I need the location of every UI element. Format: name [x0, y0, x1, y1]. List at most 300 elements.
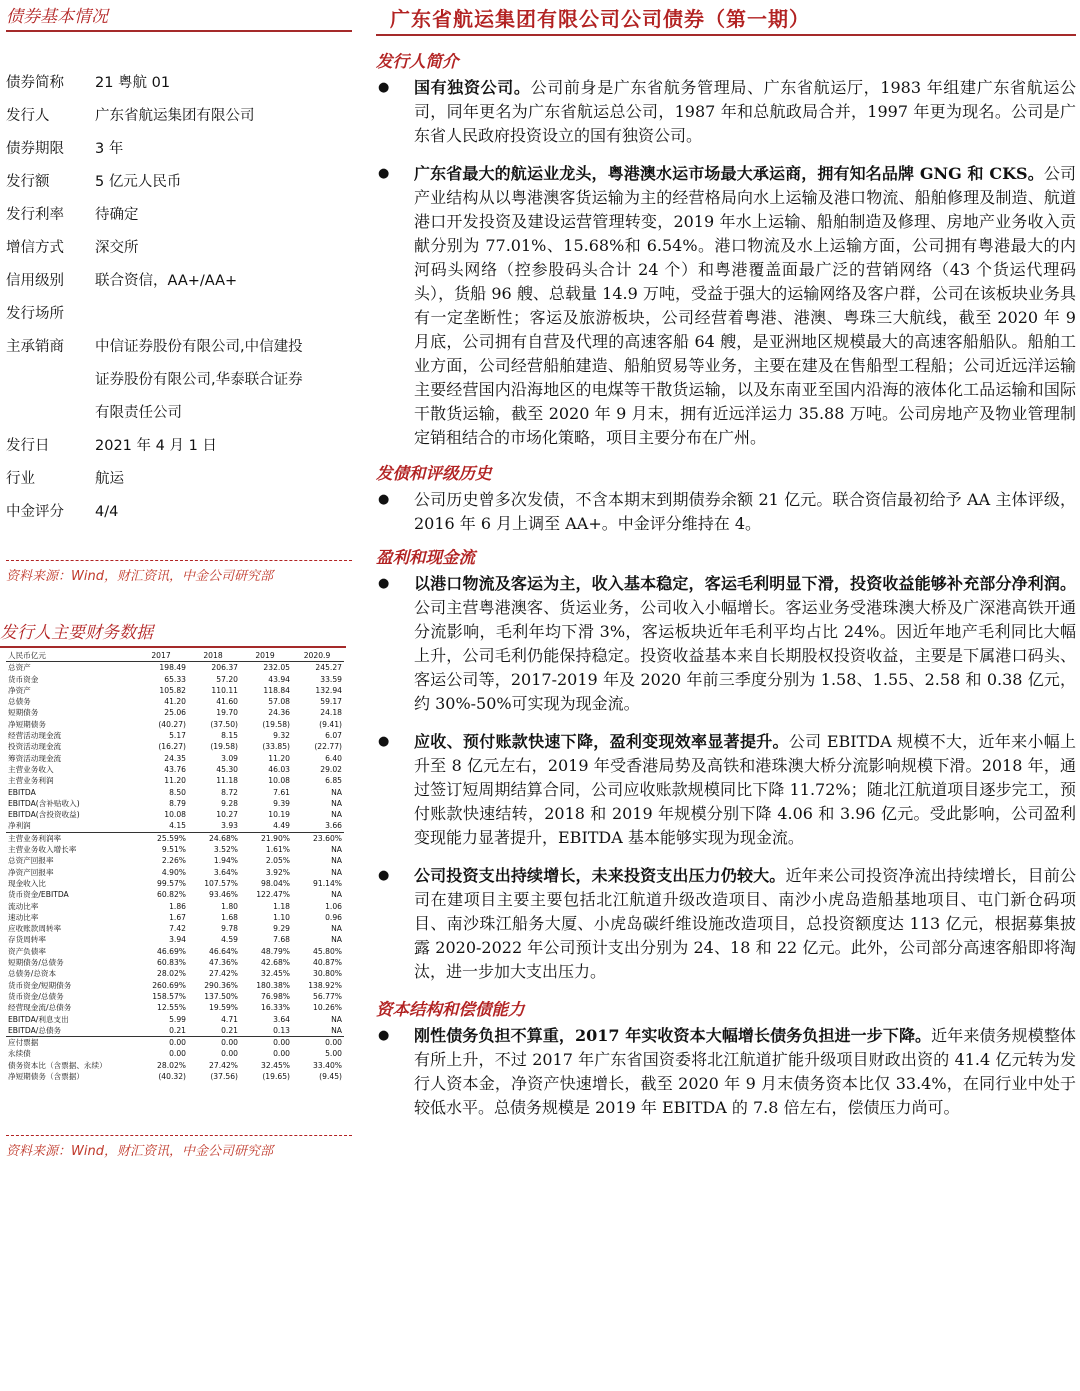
info-row: [6, 331, 352, 430]
bullet-icon: ●: [378, 734, 390, 749]
financial-cell: 46.64%: [209, 946, 238, 956]
financial-row-label: 净利润: [8, 821, 31, 831]
financial-cell: 19.59%: [209, 1003, 238, 1013]
financial-row-label: 货币资金/短期债务: [8, 980, 72, 990]
section-heading: 发债和评级历史: [376, 464, 492, 483]
financial-cell: 1.61%: [265, 845, 290, 855]
financial-cell: 56.77%: [313, 991, 342, 1001]
financial-row-label: 主营业务收入: [8, 764, 54, 774]
info-row: [6, 199, 352, 232]
financial-cell: NA: [331, 856, 342, 866]
financial-cell: (33.85): [262, 742, 290, 752]
financial-row-label: 货币资金/EBITDA: [8, 890, 69, 900]
financial-row: [6, 946, 344, 957]
bullet-paragraph: [376, 76, 1076, 148]
financial-cell: 0.13: [273, 1025, 290, 1035]
financial-cell: 25.59%: [136, 832, 188, 844]
financial-cell: 0.00: [240, 1037, 292, 1049]
financial-row-label: 总债务/总资本: [8, 969, 57, 979]
financial-cell: 0.00: [188, 1037, 240, 1049]
financial-cell: 4.15: [169, 821, 186, 831]
info-row: [6, 496, 352, 529]
info-value: 21 粤航 01: [95, 75, 171, 91]
financial-cell: 27.42%: [209, 1060, 238, 1070]
bullet-lead: 广东省最大的航运业龙头，粤港澳水运市场最大承运商，拥有知名品牌 GNG 和 CKS。: [414, 164, 1044, 183]
bullet-lead: 刚性债务负担不算重，2017 年实收资本大幅增长债务负担进一步下降。: [414, 1026, 932, 1045]
financial-row-label: 短期债务: [8, 708, 39, 718]
financial-cell: 4.59: [221, 935, 238, 945]
financial-cell: 24.68%: [188, 832, 240, 844]
financial-cell: 33.59: [320, 674, 342, 684]
financial-cell: 0.00: [292, 1037, 344, 1049]
financial-cell: 8.72: [221, 787, 238, 797]
financial-row: [6, 674, 344, 685]
info-row: [6, 298, 352, 331]
financial-cell: 5.17: [169, 731, 186, 741]
financial-cell: NA: [331, 787, 342, 797]
bullet-lead: 以港口物流及客运为主，收入基本稳定，客运毛利明显下滑，投资收益能够补充部分净利润。: [414, 574, 1076, 593]
financial-cell: 138.92%: [308, 980, 342, 990]
financial-row-label: 总资产回报率: [8, 856, 54, 866]
document-title: 广东省航运集团有限公司公司债券（第一期）: [376, 0, 1076, 36]
financial-cell: 132.94: [315, 685, 342, 695]
financial-cell: 0.21: [169, 1025, 186, 1035]
financial-cell: 10.08: [164, 810, 186, 820]
financial-row: [6, 844, 344, 855]
info-value: 中信证券股份有限公司,中信建投 证券股份有限公司,华泰联合证券 有限责任公司: [95, 339, 303, 421]
financial-cell: 98.04%: [261, 878, 290, 888]
financial-cell: 1.94%: [213, 856, 238, 866]
financial-cell: (37.50): [210, 719, 238, 729]
info-row: [6, 166, 352, 199]
bullet-text: 公司产业结构从以粤港澳客货运输为主的经营格局向水上运输及港口物流、船舶修理及制造、航道港口开发投资及建设运营管理转变，2019 年水上运输、船舶制造及修理、房地产业务收入贡献分别为 77.01%、15.68%和 6.54%。港口物流及水上运输方面，公司拥有粤港最大的内河码头网络（控参股码头合计 24 个）和粤港覆盖面最广泛的营销网络（43 个货运代理码头），货船 96 艘、总载量 14.9 万吨，受益于强大的运输网络及客户群，公司在该板块业务具有一定垄断性；客运及旅游板块，公司经营着粤港、港澳、粤珠三大航线，截至 2020 年 9 月底，公司拥有自营及代理的高速客船 64 艘，是亚洲地区规模最大的高速客船船队。船舶工业方面，公司经营船舶建造、船舶贸易等业务，主要在建及在售船型工程船；公司近远洋运输主要经营国内沿海地区的电煤等干散货运输，以及东南亚至国内沿海的液体化工品运输和国际干散货运输，截至 2020 年 9 月末，拥有近远洋运力 35.88 万吨。公司房地产及物业管理制定销租结合的市场化策略，项目主要分布在广州。: [414, 164, 1076, 447]
financial-row: [6, 878, 344, 889]
financial-cell: (19.58): [262, 719, 290, 729]
financial-cell: (37.56): [210, 1071, 238, 1081]
financial-header-cell: 2019: [240, 650, 292, 662]
financial-cell: 105.82: [159, 685, 186, 695]
info-value: 2021 年 4 月 1 日: [95, 438, 217, 454]
bullet-text: 近年来债务规模整体有所上升，不过 2017 年广东省国资委将北江航道扩能升级项目财政出资的 41.4 亿元转为发行人资本金，净资产快速增长，截至 2020 年 9 月末债务资本比仅 33.4%，在同行业中处于较低水平。总债务规模是 2019 年 EBITDA 的 7.8 倍左右，偿债压力尚可。: [414, 1026, 1076, 1117]
financial-cell: 24.36: [268, 708, 290, 718]
financial-row: [6, 1048, 344, 1059]
financial-cell: 5.99: [169, 1014, 186, 1024]
financial-row-label: 应收账款周转率: [8, 924, 62, 934]
info-row: [6, 100, 352, 133]
bullet-icon: ●: [378, 492, 390, 507]
bullet-text: 公司前身是广东省航务管理局、广东省航运厅，1983 年组建广东省航运公司，同年更名为广东省航运总公司，1987 年和总航政局合并，1997 年更为现名。公司是广东省人民政府投资设立的国有独资公司。: [414, 78, 1076, 145]
financial-header-cell: 2020.9: [292, 650, 344, 662]
financial-cell: 10.27: [216, 810, 238, 820]
financial-cell: 9.78: [221, 924, 238, 934]
financial-row-label: 速动比率: [8, 912, 39, 922]
bullet-paragraph: [376, 864, 1076, 984]
financial-cell: (9.41): [319, 719, 342, 729]
financial-cell: 1.68: [221, 912, 238, 922]
basic-info-table: [6, 67, 352, 529]
financial-row: [6, 980, 344, 991]
financial-row: [6, 753, 344, 764]
bullet-icon: ●: [378, 868, 390, 883]
financial-cell: (22.77): [314, 742, 342, 752]
financial-row: [6, 696, 344, 707]
financial-cell: 33.40%: [313, 1060, 342, 1070]
financial-cell: 180.38%: [256, 980, 290, 990]
info-row: [6, 232, 352, 265]
financial-cell: 122.47%: [256, 890, 290, 900]
financial-row: [6, 809, 344, 820]
financial-row-label: 永续债: [8, 1049, 31, 1059]
financial-cell: 1.06: [325, 901, 342, 911]
financial-row-label: 主营业务利润: [8, 776, 54, 786]
financial-cell: 46.69%: [157, 946, 186, 956]
info-value: 3 年: [95, 141, 124, 157]
financial-row: [6, 730, 344, 741]
financial-cell: 6.40: [325, 753, 342, 763]
financial-cell: 6.07: [325, 731, 342, 741]
financial-cell: 57.20: [216, 674, 238, 684]
info-key: 行业: [6, 471, 35, 487]
financial-cell: 3.52%: [213, 845, 238, 855]
financial-cell: 23.60%: [292, 832, 344, 844]
financial-cell: NA: [331, 1025, 342, 1035]
financial-row: [6, 787, 344, 798]
financial-cell: 12.55%: [157, 1003, 186, 1013]
left-column: [6, 0, 352, 529]
financial-cell: 76.98%: [261, 991, 290, 1001]
financial-cell: 11.20: [268, 753, 290, 763]
financial-row: [6, 662, 344, 674]
source-note-2: 资料来源：Wind，财汇资讯，中金公司研究部: [6, 1144, 273, 1159]
bullet-lead: 公司投资支出持续增长，未来投资支出压力仍较大。: [414, 866, 786, 885]
financial-cell: 3.09: [221, 753, 238, 763]
financial-row-label: 债务资本比（含票据、永续）: [8, 1060, 107, 1070]
financial-cell: 43.94: [268, 674, 290, 684]
bullet-icon: ●: [378, 576, 390, 591]
basic-info-heading: 债券基本情况: [6, 0, 352, 32]
info-value: 4/4: [95, 504, 119, 520]
financial-row-label: 经营活动现金流: [8, 731, 62, 741]
info-value: 待确定: [95, 207, 139, 223]
info-key: 发行利率: [6, 207, 64, 223]
info-row: [6, 463, 352, 496]
financial-row: [6, 1037, 344, 1049]
financial-row: [6, 719, 344, 730]
financial-cell: 9.39: [273, 798, 290, 808]
financial-header-cell: 2018: [188, 650, 240, 662]
bullet-paragraph: [376, 162, 1076, 450]
info-value: 联合资信，AA+/AA+: [95, 273, 238, 289]
financial-cell: 137.50%: [204, 991, 238, 1001]
section: [376, 460, 1076, 536]
financial-row-label: 总资产: [8, 663, 31, 673]
financial-cell: 46.03: [268, 764, 290, 774]
info-key: 债券期限: [6, 141, 64, 157]
financial-cell: 232.05: [263, 663, 290, 673]
financial-header-cell: 2017: [136, 650, 188, 662]
financial-row-label: 筹资活动现金流: [8, 753, 62, 763]
financial-cell: 19.70: [216, 708, 238, 718]
financial-cell: NA: [331, 924, 342, 934]
financial-cell: 29.02: [320, 764, 342, 774]
financial-row: [6, 1071, 344, 1082]
source-divider-2: [6, 1135, 352, 1136]
financial-row: [6, 685, 344, 696]
financial-row: [6, 912, 344, 923]
financial-cell: 42.68%: [261, 958, 290, 968]
info-key: 中金评分: [6, 504, 64, 520]
info-row: [6, 265, 352, 298]
financial-cell: 158.57%: [152, 991, 186, 1001]
financial-cell: 24.18: [320, 708, 342, 718]
financial-row-label: 存货周转率: [8, 935, 46, 945]
financial-cell: (19.58): [210, 742, 238, 752]
financial-cell: (9.45): [319, 1071, 342, 1081]
info-row: [6, 67, 352, 100]
financial-row-label: 货币资金: [8, 674, 39, 684]
financial-header-row: [6, 650, 344, 662]
financial-row-label: 主营业务利润率: [6, 832, 136, 844]
financial-row: [6, 798, 344, 809]
financial-row: [6, 855, 344, 866]
info-key: 主承销商: [6, 339, 64, 355]
financial-row-label: 现金收入比: [8, 878, 46, 888]
financial-cell: 9.28: [221, 798, 238, 808]
financial-cell: 0.00: [273, 1049, 290, 1059]
financial-row-label: 净资产回报率: [8, 867, 54, 877]
financial-cell: 245.27: [315, 663, 342, 673]
financial-cell: 3.64: [273, 1014, 290, 1024]
financial-row: [6, 707, 344, 718]
financial-cell: 45.30: [216, 764, 238, 774]
financial-cell: NA: [331, 798, 342, 808]
financial-row-label: EBITDA/总债务: [8, 1025, 62, 1035]
financial-cell: 3.92%: [265, 867, 290, 877]
info-value: 广东省航运集团有限公司: [95, 108, 255, 124]
bullet-text: 近年来公司投资净流出持续增长，目前公司在建项目主要主要包括北江航道升级改造项目、南沙小虎岛造船基地项目、屯门新仓码项目、南沙珠江船务大厦、小虎岛碳纤维设施改造项目，总投资额度达 113 亿元，根据募集披露 2020-2022 年公司预计支出分别为 24、18 和 22 亿元。此外，公司部分高速客船即将淘汰，进一步加大支出压力。: [414, 866, 1076, 981]
financial-cell: (40.32): [158, 1071, 186, 1081]
bullet-text: 公司主营粤港澳客、货运业务，公司收入小幅增长。客运业务受港珠澳大桥及广深港高铁开通分流影响，毛利年均下滑 3%，客运板块近年毛利平均占比 24%。因近年地产毛利同比大幅上升，公司毛利仍能保持稳定。投资收益基本来自长期股权投资收益，主要是下属港口码头、客运公司等，2017-2019 年及 2020 年前三季度分别为 1.58、1.55、2.58 和 0.38 亿元，约 30%-50%可实现为现金流。: [414, 598, 1076, 713]
financial-cell: 7.42: [169, 924, 186, 934]
bullet-lead: 应收、预付账款快速下降，盈利变现效率显著提升。: [414, 732, 789, 751]
financial-cell: 3.64%: [213, 867, 238, 877]
financial-row-label: EBITDA/利息支出: [8, 1014, 69, 1024]
financial-cell: 118.84: [263, 685, 290, 695]
bullet-paragraph: [376, 730, 1076, 850]
financial-row-label: 流动比率: [8, 901, 39, 911]
financial-row: [6, 968, 344, 979]
financial-cell: 5.00: [325, 1049, 342, 1059]
financial-cell: 10.19: [268, 810, 290, 820]
financial-cell: 0.96: [325, 912, 342, 922]
financial-row: [6, 832, 344, 844]
financial-cell: 290.36%: [204, 980, 238, 990]
financial-row: [6, 867, 344, 878]
financial-cell: 3.94: [169, 935, 186, 945]
financial-row: [6, 957, 344, 968]
financial-row: [6, 741, 344, 752]
financial-cell: 6.85: [325, 776, 342, 786]
financial-row-label: 经营现金流/总债务: [8, 1003, 72, 1013]
financial-cell: 10.08: [268, 776, 290, 786]
financial-cell: 198.49: [159, 663, 186, 673]
financial-cell: 57.08: [268, 697, 290, 707]
financial-cell: 1.10: [273, 912, 290, 922]
financial-cell: 3.66: [325, 821, 342, 831]
bullet-icon: ●: [378, 80, 390, 95]
financial-row: [6, 764, 344, 775]
info-value: 航运: [95, 471, 124, 487]
financial-cell: 32.45%: [261, 969, 290, 979]
section-heading: 发行人简介: [376, 52, 459, 71]
financial-row: [6, 1002, 344, 1013]
financial-heading: 发行人主要财务数据: [0, 616, 346, 648]
financial-cell: 30.80%: [313, 969, 342, 979]
bullet-paragraph: [376, 1024, 1076, 1120]
financial-row-label: EBITDA: [8, 787, 36, 797]
financial-cell: 2.26%: [161, 856, 186, 866]
financial-cell: 11.20: [164, 776, 186, 786]
financial-row-label: 总债务: [8, 697, 31, 707]
financial-cell: 9.32: [273, 731, 290, 741]
financial-cell: 24.35: [164, 753, 186, 763]
financial-cell: 28.02%: [157, 1060, 186, 1070]
financial-cell: 8.79: [169, 798, 186, 808]
financial-cell: 11.18: [216, 776, 238, 786]
financial-cell: 110.11: [211, 685, 238, 695]
financial-cell: 40.87%: [313, 958, 342, 968]
section-heading: 盈利和现金流: [376, 548, 475, 567]
section-heading: 资本结构和偿债能力: [376, 1000, 525, 1019]
financial-cell: (16.27): [158, 742, 186, 752]
bullet-paragraph: [376, 572, 1076, 716]
financial-cell: 0.21: [221, 1025, 238, 1035]
financial-row: [6, 923, 344, 934]
financial-cell: 99.57%: [157, 878, 186, 888]
bullet-icon: ●: [378, 166, 390, 181]
financial-row-label: 净短期债务（含票据）: [8, 1071, 84, 1081]
financial-cell: 9.51%: [161, 845, 186, 855]
info-key: 发行额: [6, 174, 50, 190]
financial-cell: 2.05%: [265, 856, 290, 866]
financial-cell: 1.67: [169, 912, 186, 922]
right-column: [376, 48, 1076, 1126]
financial-cell: 10.26%: [313, 1003, 342, 1013]
financial-cell: 41.20: [164, 697, 186, 707]
financial-row: [6, 1060, 344, 1071]
source-note-1: 资料来源：Wind，财汇资讯，中金公司研究部: [6, 569, 273, 584]
info-key: 债券简称: [6, 75, 64, 91]
section: [376, 48, 1076, 450]
section: [376, 544, 1076, 984]
info-row: [6, 133, 352, 166]
info-key: 增信方式: [6, 240, 64, 256]
financial-row: [6, 889, 344, 900]
financial-cell: NA: [331, 845, 342, 855]
financial-row: [6, 901, 344, 912]
financial-row-label: 主营业务收入增长率: [8, 845, 77, 855]
financial-cell: 47.36%: [209, 958, 238, 968]
bullet-text: 公司 EBITDA 规模不大，近年来小幅上升至 8 亿元左右，2019 年受香港局势及高铁和港珠澳大桥分流影响规模下滑。2018 年，通过签订短周期结算合同，公司应收账款规模同比下降 11.72%；随北江航道项目逐步完工，预付账款快速结转，2018 和 2019 年规模分别下降 4.06 和 3.96 亿元。受此影响，公司盈利变现能力显著提升，EBITDA 基本能够实现为现金流。: [414, 732, 1076, 847]
financial-cell: NA: [331, 1014, 342, 1024]
financial-cell: 4.71: [221, 1014, 238, 1024]
financial-cell: 48.79%: [261, 946, 290, 956]
financial-table: [6, 650, 344, 1082]
financial-row: [6, 1025, 344, 1037]
financial-cell: 107.57%: [204, 878, 238, 888]
financial-cell: 32.45%: [261, 1060, 290, 1070]
financial-cell: 65.33: [164, 674, 186, 684]
bullet-text: 公司历史曾多次发债，不含本期末到期债券余额 21 亿元。联合资信最初给予 AA 主体评级，2016 年 6 月上调至 AA+。中金评分维持在 4。: [414, 490, 1076, 533]
info-value: 深交所: [95, 240, 139, 256]
financial-cell: 60.83%: [157, 958, 186, 968]
bullet-paragraph: [376, 488, 1076, 536]
info-key: 发行人: [6, 108, 50, 124]
financial-section: [0, 616, 346, 648]
financial-cell: 60.82%: [157, 890, 186, 900]
financial-cell: NA: [331, 890, 342, 900]
financial-row-label: 货币资金/总债务: [8, 991, 64, 1001]
financial-row-label: 资产负债率: [8, 946, 46, 956]
info-key: 发行场所: [6, 306, 64, 322]
source-divider-1: [6, 560, 352, 561]
info-value: [95, 298, 352, 331]
section: [376, 996, 1076, 1120]
financial-row-label: 净资产: [8, 685, 31, 695]
financial-cell: 7.68: [273, 935, 290, 945]
financial-row-label: 投资活动现金流: [8, 742, 62, 752]
info-row: [6, 430, 352, 463]
financial-cell: 7.61: [273, 787, 290, 797]
financial-cell: 45.80%: [313, 946, 342, 956]
financial-row: [6, 1014, 344, 1025]
financial-cell: 27.42%: [209, 969, 238, 979]
financial-row: [6, 991, 344, 1002]
financial-cell: 0.00: [221, 1049, 238, 1059]
financial-cell: 1.86: [169, 901, 186, 911]
financial-row: [6, 775, 344, 786]
financial-row-label: EBITDA(含投资收益): [8, 810, 80, 820]
financial-cell: NA: [331, 867, 342, 877]
financial-cell: (40.27): [158, 719, 186, 729]
financial-cell: 25.06: [164, 708, 186, 718]
financial-row-label: 净短期债务: [8, 719, 46, 729]
financial-cell: 8.15: [221, 731, 238, 741]
financial-row: [6, 934, 344, 945]
financial-cell: 0.00: [136, 1037, 188, 1049]
financial-cell: 3.93: [221, 821, 238, 831]
financial-cell: 0.00: [169, 1049, 186, 1059]
info-key: 发行日: [6, 438, 50, 454]
info-key: 信用级别: [6, 273, 64, 289]
financial-row: [6, 820, 344, 832]
financial-cell: 41.60: [216, 697, 238, 707]
financial-cell: 1.80: [221, 901, 238, 911]
financial-cell: 9.29: [273, 924, 290, 934]
financial-cell: 4.90%: [161, 867, 186, 877]
financial-cell: 206.37: [211, 663, 238, 673]
financial-cell: 21.90%: [240, 832, 292, 844]
financial-cell: 1.18: [273, 901, 290, 911]
bullet-lead: 国有独资公司。: [414, 78, 531, 97]
financial-row-label: EBITDA(含补贴收入): [8, 798, 80, 808]
financial-cell: 59.17: [320, 697, 342, 707]
bullet-icon: ●: [378, 1028, 390, 1043]
financial-cell: 91.14%: [313, 878, 342, 888]
financial-cell: (19.65): [262, 1071, 290, 1081]
financial-row-label: 应付票据: [6, 1037, 136, 1049]
financial-row-label: 短期债务/总债务: [8, 958, 64, 968]
